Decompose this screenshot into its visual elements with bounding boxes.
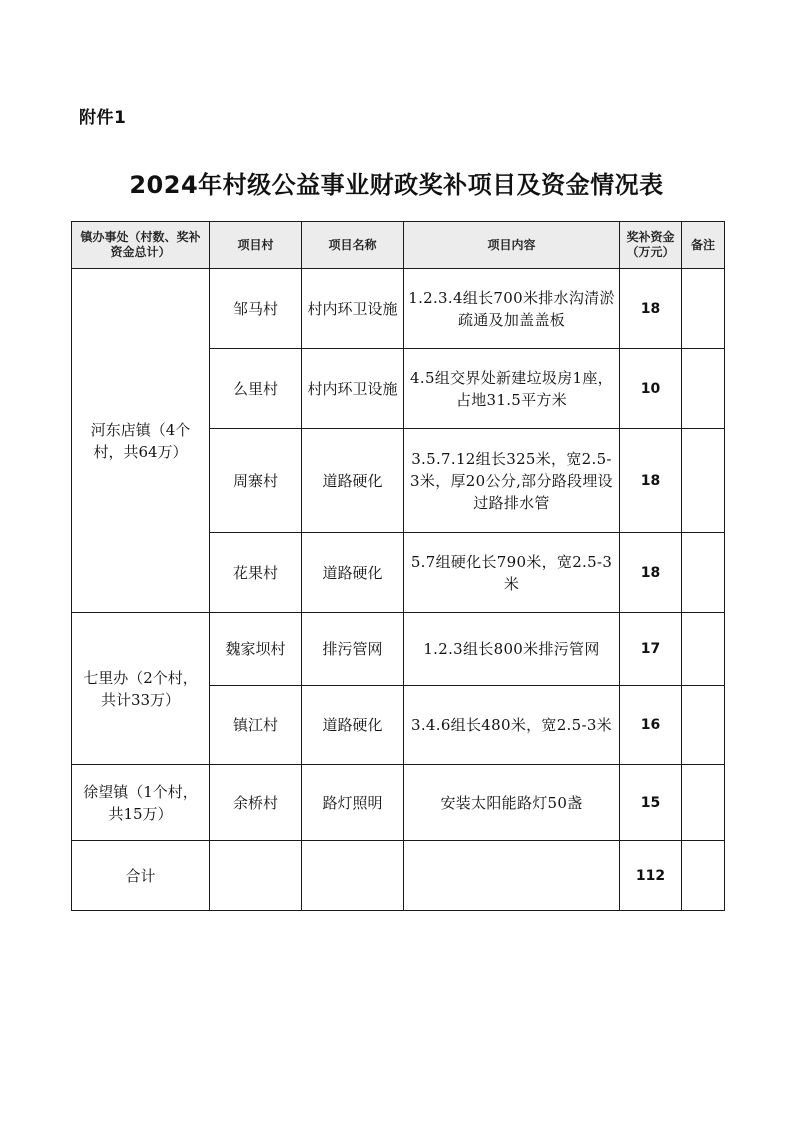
funds-cell: 10 [620,349,682,429]
table-row [72,613,725,686]
town-cell: 河东店镇（4个村，共64万） [72,269,210,613]
table-header-row [72,222,725,269]
village-cell: 镇江村 [210,686,302,765]
village-cell: 周寨村 [210,429,302,533]
total-funds-cell: 112 [620,841,682,911]
remarks-cell [682,613,725,686]
project-name-cell: 村内环卫设施 [302,349,404,429]
project-name-cell: 道路硬化 [302,686,404,765]
funds-cell: 16 [620,686,682,765]
project-content-cell: 4.5组交界处新建垃圾房1座，占地31.5平方米 [404,349,620,429]
project-name-cell: 排污管网 [302,613,404,686]
header-project-name: 项目名称 [302,222,404,269]
total-project-content-cell [404,841,620,911]
project-content-cell: 安装太阳能路灯50盏 [404,765,620,841]
header-remarks: 备注 [682,222,725,269]
funds-cell: 18 [620,533,682,613]
total-label: 合计 [72,841,210,911]
remarks-cell [682,533,725,613]
project-name-cell: 道路硬化 [302,533,404,613]
project-content-cell: 1.2.3组长800米排污管网 [404,613,620,686]
project-name-cell: 路灯照明 [302,765,404,841]
project-content-cell: 3.5.7.12组长325米，宽2.5-3米，厚20公分,部分路段埋设过路排水管 [404,429,620,533]
total-village-cell [210,841,302,911]
header-town: 镇办事处（村数、奖补资金总计） [72,222,210,269]
project-content-cell: 3.4.6组长480米，宽2.5-3米 [404,686,620,765]
header-funds: 奖补资金（万元） [620,222,682,269]
funds-cell: 15 [620,765,682,841]
table-row [72,765,725,841]
project-content-cell: 5.7组硬化长790米，宽2.5-3米 [404,533,620,613]
attachment-label: 附件1 [79,108,127,128]
village-cell: 花果村 [210,533,302,613]
funds-cell: 18 [620,429,682,533]
funds-cell: 17 [620,613,682,686]
village-cell: 邹马村 [210,269,302,349]
remarks-cell [682,429,725,533]
grant-table [71,221,725,911]
header-project-content: 项目内容 [404,222,620,269]
town-cell: 七里办（2个村，共计33万） [72,613,210,765]
project-name-cell: 村内环卫设施 [302,269,404,349]
remarks-cell [682,765,725,841]
total-row [72,841,725,911]
village-cell: 么里村 [210,349,302,429]
table-row [72,269,725,349]
remarks-cell [682,349,725,429]
village-cell: 魏家坝村 [210,613,302,686]
funds-cell: 18 [620,269,682,349]
project-content-cell: 1.2.3.4组长700米排水沟清淤疏通及加盖盖板 [404,269,620,349]
page-title: 2024年村级公益事业财政奖补项目及资金情况表 [129,171,664,199]
town-cell: 徐望镇（1个村，共15万） [72,765,210,841]
project-name-cell: 道路硬化 [302,429,404,533]
header-village: 项目村 [210,222,302,269]
total-project-name-cell [302,841,404,911]
remarks-cell [682,269,725,349]
village-cell: 余桥村 [210,765,302,841]
total-remarks-cell [682,841,725,911]
remarks-cell [682,686,725,765]
